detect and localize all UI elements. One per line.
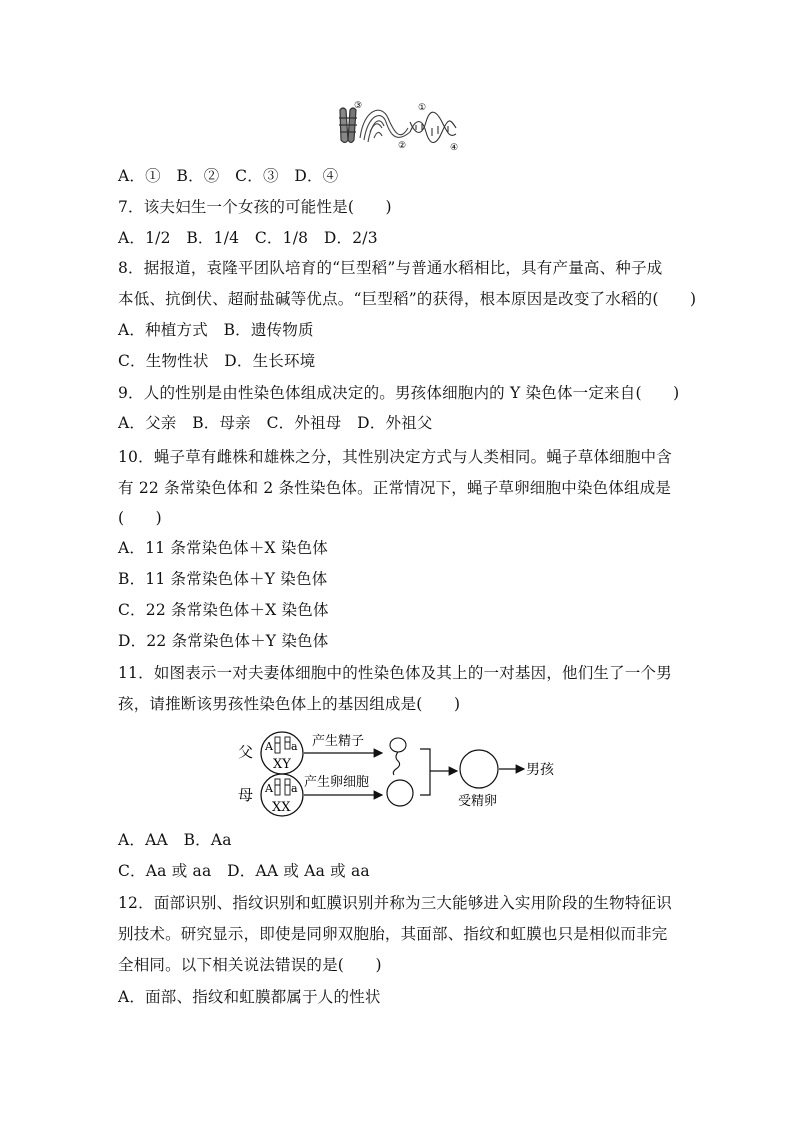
father-allele-a: a: [291, 740, 298, 753]
q9-stem: 9．人的性别是由性染色体组成决定的。男孩体细胞内的 Y 染色体一定来自( ): [118, 384, 680, 402]
mother-allele-A: A: [265, 782, 273, 795]
mother-label: 母: [238, 786, 254, 804]
q7-options: A．1/2 B．1/4 C．1/8 D．2/3: [118, 229, 378, 247]
q9-options: A．父亲 B．母亲 C．外祖母 D．外祖父: [118, 414, 433, 432]
father-arrow-label: 产生精子: [312, 734, 365, 749]
chromosome-dna-figure: [330, 98, 465, 156]
q10-stem-line1: 10．蝇子草有雌株和雄株之分，其性别决定方式与人类相同。蝇子草体细胞中含: [118, 448, 672, 466]
q12-stem-line2: 别技术。研究显示，即使是同卵双胞胎，其面部、指纹和虹膜也只是相似而非完: [118, 925, 668, 943]
sperm-cell: [390, 738, 406, 775]
q11-stem-line1: 11．如图表示一对夫妻体细胞中的性染色体及其上的一对基因，他们生了一个男: [118, 664, 672, 682]
q10-option-b: B．11 条常染色体＋Y 染色体: [118, 570, 328, 588]
father-label: 父: [238, 743, 254, 761]
zygote-cell: [460, 750, 498, 788]
q8-options-ab: A．种植方式 B．遗传物质: [118, 321, 314, 339]
chromatin-coil: [360, 110, 410, 142]
father-allele-A: A: [265, 740, 273, 753]
result-label: 男孩: [526, 762, 554, 778]
father-chromosome-pair: [275, 737, 290, 753]
q8-stem-line2: 本低、抗倒伏、超耐盐碱等优点。“巨型稻”的获得，根本原因是改变了水稻的( ): [118, 290, 697, 308]
q12-option-a: A．面部、指纹和虹膜都属于人的性状: [118, 988, 381, 1006]
q12-stem-line3: 全相同。以下相关说法错误的是( ): [118, 956, 382, 974]
mother-chromosome-pair: [275, 779, 290, 795]
dna-helix: [410, 112, 456, 142]
figure-label-3: ③: [354, 101, 363, 111]
q10-stem-line3: ( ): [118, 509, 162, 527]
q10-option-d: D．22 条常染色体＋Y 染色体: [118, 632, 329, 650]
mother-chromosome-label: XX: [272, 800, 291, 815]
q6-options: A．① B．② C．③ D．④: [118, 167, 339, 185]
q8-options-cd: C．生物性状 D．生长环境: [118, 352, 316, 370]
chromosome-drawing: [339, 108, 357, 143]
union-bracket: [420, 749, 430, 795]
egg-cell: [387, 780, 413, 806]
q11-stem-line2: 孩，请推断该男孩性染色体上的基因组成是( ): [118, 695, 461, 713]
q11-options-cd: C．Aa 或 aa D．AA 或 Aa 或 aa: [118, 862, 370, 880]
figure-label-2: ②: [398, 141, 407, 151]
q8-stem-line1: 8．据报道，袁隆平团队培育的“巨型稻”与普通水稻相比，具有产量高、种子成: [118, 259, 663, 277]
q12-stem-line1: 12．面部识别、指纹识别和虹膜识别并称为三大能够进入实用阶段的生物特征识: [118, 894, 672, 912]
figure-label-1: ①: [418, 103, 427, 113]
father-chromosome-label: XY: [273, 757, 291, 772]
zygote-label: 受精卵: [458, 794, 498, 809]
mother-arrow-label: 产生卵细胞: [304, 775, 370, 790]
q10-option-c: C．22 条常染色体＋X 染色体: [118, 601, 329, 619]
q7-stem: 7．该夫妇生一个女孩的可能性是( ): [118, 198, 392, 216]
figure-label-4: ④: [450, 143, 459, 153]
inheritance-diagram: [232, 729, 562, 817]
mother-allele-a: a: [291, 782, 298, 795]
q10-stem-line2: 有 22 条常染色体和 2 条性染色体。正常情况下，蝇子草卵细胞中染色体组成是: [118, 479, 672, 497]
q11-options-ab: A．AA B．Aa: [118, 831, 232, 849]
q10-option-a: A．11 条常染色体＋X 染色体: [118, 539, 329, 557]
